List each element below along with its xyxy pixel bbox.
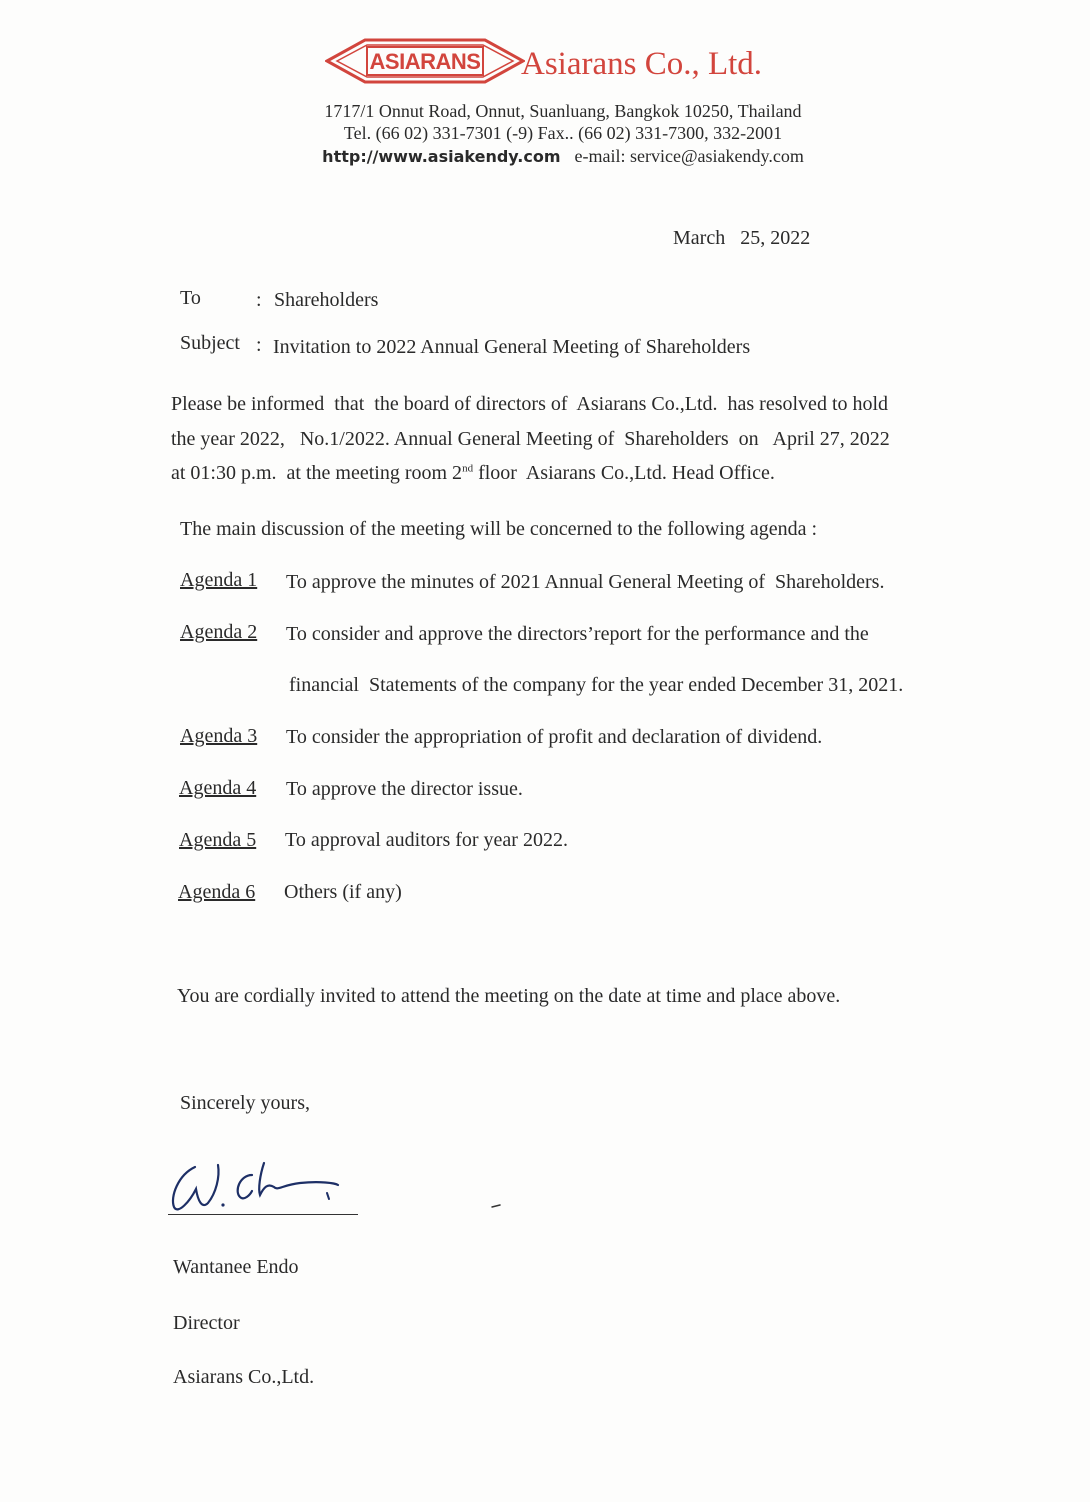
agenda-text-3: To consider the appropriation of profit and declaration of dividend. (286, 726, 823, 748)
logo-text: ASIARANS (369, 49, 481, 74)
company-logo (325, 36, 525, 86)
recipient-colon: : (256, 289, 262, 311)
agenda-label-4: Agenda 4 (179, 777, 257, 799)
agenda-text-5: To approval auditors for year 2022. (285, 829, 568, 851)
agenda-text-4: To approve the director issue. (286, 778, 523, 800)
agenda-intro: The main discussion of the meeting will be concerned to the following agenda : (180, 518, 818, 540)
invitation-sentence: You are cordially invited to attend the meeting on the date at time and place above. (177, 985, 841, 1007)
subject-label: Subject (180, 332, 240, 354)
ordinal-suffix: nd (462, 462, 474, 475)
agenda-text-2-continued: financial Statements of the company for the year ended December 31, 2021. (289, 674, 904, 696)
signatory-title: Director (173, 1312, 240, 1334)
agenda-text-2: To consider and approve the directors’report for the performance and the (286, 623, 869, 645)
company-address: 1717/1 Onnut Road, Onnut, Suanluang, Bangkok 10250, Thailand (324, 101, 802, 121)
signature-line (168, 1214, 358, 1215)
handwritten-signature (160, 1145, 520, 1225)
company-name: Asiarans Co., Ltd. (521, 46, 763, 82)
signatory-company: Asiarans Co.,Ltd. (173, 1366, 315, 1388)
company-email: e-mail: service@asiakendy.com (574, 146, 804, 166)
recipient-value: Shareholders (274, 289, 379, 311)
company-contact-line (0, 146, 1090, 167)
closing-salutation: Sincerely yours, (180, 1092, 310, 1114)
agenda-text-1: To approve the minutes of 2021 Annual General Meeting of Shareholders. (286, 571, 885, 593)
body-line-1: Please be informed that the board of directors of Asiarans Co.,Ltd. has resolved to hold (171, 393, 889, 415)
agenda-label-3: Agenda 3 (180, 725, 258, 747)
agenda-label-2: Agenda 2 (180, 621, 258, 643)
company-phone-fax: Tel. (66 02) 331-7301 (-9) Fax.. (66 02) 331-7300, 332-2001 (343, 123, 783, 143)
company-website-link[interactable]: http://www.asiakendy.com (322, 147, 561, 166)
body-line-3-start: at 01:30 p.m. at the meeting room 2 (171, 462, 463, 484)
body-line-2: the year 2022, No.1/2022. Annual General Meeting of Shareholders on April 27, 2022 (171, 428, 890, 450)
agenda-label-5: Agenda 5 (179, 829, 257, 851)
agenda-text-6: Others (if any) (284, 881, 402, 903)
letter-date: March 25, 2022 (673, 227, 811, 249)
signatory-name: Wantanee Endo (173, 1256, 299, 1278)
agenda-label-1: Agenda 1 (180, 569, 258, 591)
body-line-3 (171, 462, 951, 485)
recipient-label: To (180, 287, 201, 309)
agenda-label-6: Agenda 6 (178, 881, 256, 903)
subject-value: Invitation to 2022 Annual General Meeting of Shareholders (273, 336, 751, 358)
subject-colon: : (256, 334, 262, 356)
body-line-3-end: floor Asiarans Co.,Ltd. Head Office. (473, 462, 775, 484)
